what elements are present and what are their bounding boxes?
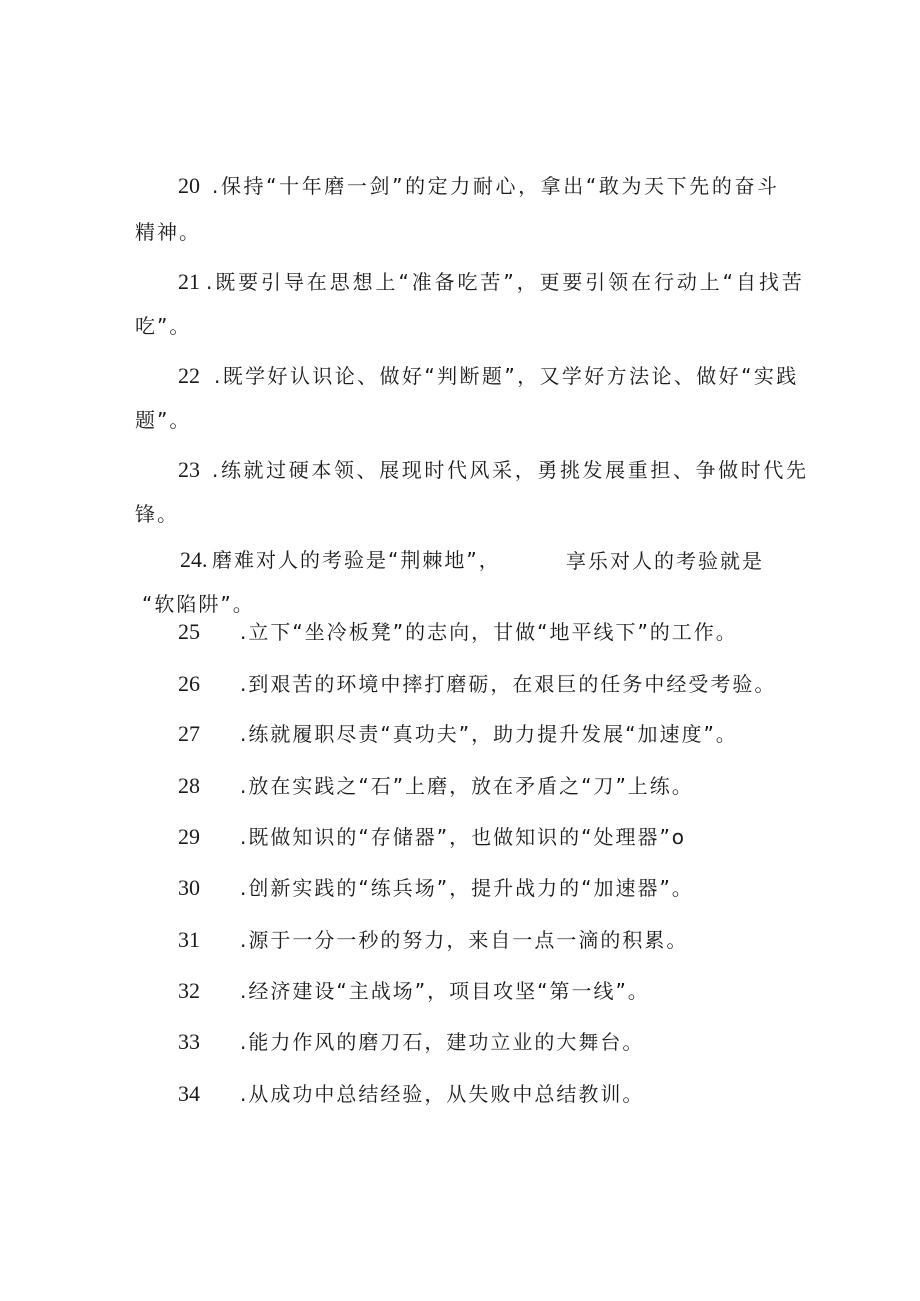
item-31-text: .源于一分一秒的努力，来自一点一滴的积累。 [240, 928, 689, 952]
item-21-text: .既要引导在思想上“准备吃苦”，更要引领在行动上“自找苦 [206, 270, 805, 294]
item-26-text: .到艰苦的环境中摔打磨砺，在艰巨的任务中经受考验。 [240, 672, 777, 696]
item-31-number: 31 [178, 927, 200, 952]
item-24-text-cont: “软陷阱”。 [142, 592, 255, 616]
item-25-text: .立下“坐冷板凳”的志向，甘做“地平线下”的工作。 [240, 620, 738, 644]
item-29-text: .既做知识的“存储器”，也做知识的“处理器”o [240, 825, 687, 849]
item-23-number: 23 [178, 457, 200, 482]
item-32-text: .经济建设“主战场”，项目攻坚“第一线”。 [240, 979, 650, 1003]
item-24-text: 磨难对人的考验是“荆棘地”， [212, 548, 501, 572]
item-28-text: .放在实践之“石”上磨，放在矛盾之“刀”上练。 [240, 774, 694, 798]
item-30-text: .创新实践的“练兵场”，提升战力的“加速器”。 [240, 876, 694, 900]
item-22-text-cont: 题”。 [135, 408, 192, 432]
item-30-number: 30 [178, 875, 200, 900]
item-20-number: 20 [178, 173, 200, 198]
item-22-number: 22 [178, 363, 200, 388]
item-34-number: 34 [178, 1081, 200, 1106]
item-24-text-b: 享乐对人的考验就是 [566, 549, 764, 573]
item-24-number: 24. [180, 547, 208, 572]
item-33-number: 33 [178, 1029, 200, 1054]
item-27-text: .练就履职尽责“真功夫”，助力提升发展“加速度”。 [240, 722, 738, 746]
item-26-number: 26 [178, 671, 200, 696]
item-21-number: 21 [178, 269, 200, 294]
item-28-number: 28 [178, 773, 200, 798]
item-22-text: .既学好认识论、做好“判断题”，又学好方法论、做好“实践 [214, 364, 799, 388]
item-20-text-cont: 精神。 [135, 220, 201, 244]
item-27-number: 27 [178, 721, 200, 746]
item-23-text: .练就过硬本领、展现时代风采，勇挑发展重担、争做时代先 [212, 458, 809, 482]
item-23-text-cont: 锋。 [135, 502, 179, 526]
item-29-number: 29 [178, 824, 200, 849]
item-25-number: 25 [178, 619, 200, 644]
item-32-number: 32 [178, 978, 200, 1003]
item-34-text: .从成功中总结经验，从失败中总结教训。 [240, 1082, 645, 1106]
item-33-text: .能力作风的磨刀石，建功立业的大舞台。 [240, 1030, 645, 1054]
item-21-text-cont: 吃”。 [135, 314, 192, 338]
item-20-text: .保持“十年磨一剑”的定力耐心，拿出“敢为天下先的奋斗 [212, 174, 780, 198]
